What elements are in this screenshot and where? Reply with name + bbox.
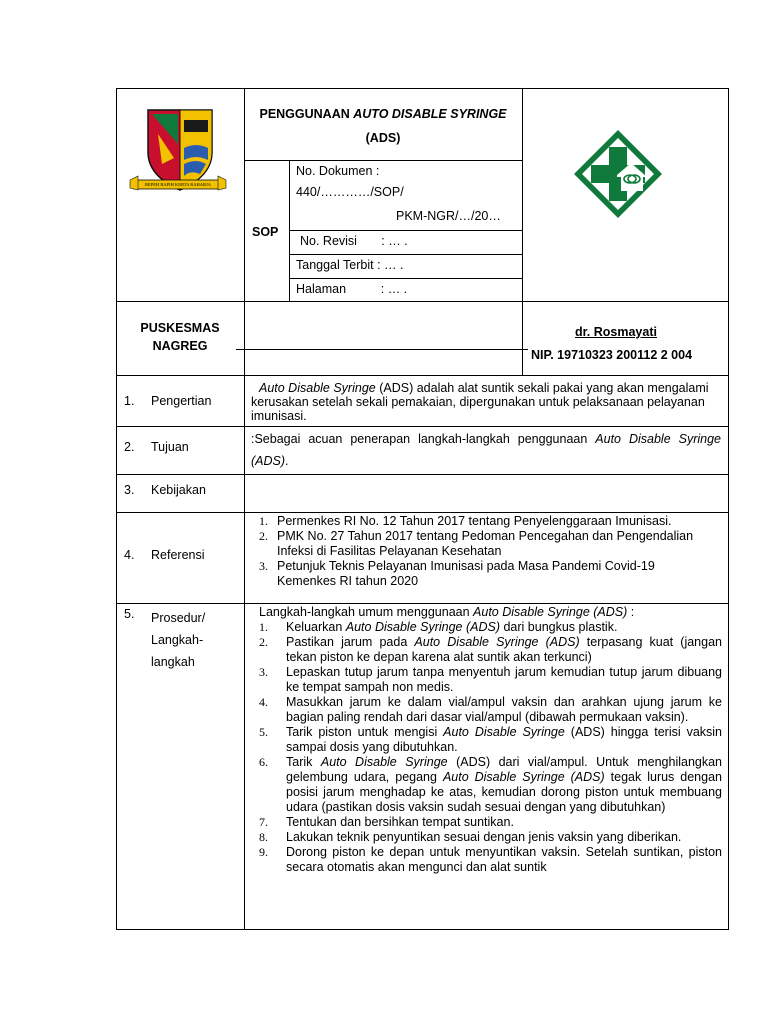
table-border-left bbox=[116, 88, 117, 930]
row-number: 1. bbox=[124, 394, 135, 408]
regency-logo bbox=[128, 104, 228, 198]
pengertian-text: Auto Disable Syringe (ADS) adalah alat suntik sekali pakai yang akan mengalami kerusakan setelah sekali pemakaian, dipergunakan untuk pelaksanaan pelayanan imunisasi. bbox=[251, 381, 709, 423]
dok-number-line1: 440/…………/SOP/ bbox=[296, 185, 404, 199]
table-border-top bbox=[116, 88, 729, 89]
revisi-field: No. Revisi : … . bbox=[300, 234, 408, 248]
row-number: 5. bbox=[124, 607, 135, 621]
institution-name: PUSKESMAS NAGREG bbox=[140, 321, 220, 353]
signature-line bbox=[236, 349, 528, 350]
table-border-right bbox=[728, 88, 729, 930]
table-border-bottom bbox=[116, 929, 729, 930]
row-number: 4. bbox=[124, 548, 135, 562]
row-label: Pengertian bbox=[151, 394, 212, 408]
institution-bottom-line bbox=[116, 375, 729, 376]
list-item: 1. Permenkes RI No. 12 Tahun 2017 tentang Penyelenggaraan Imunisasi. bbox=[259, 514, 672, 528]
row4-bottom-line bbox=[116, 603, 729, 604]
row-label: Kebijakan bbox=[151, 483, 206, 497]
row3-bottom-line bbox=[116, 512, 729, 513]
list-item: 7. Tentukan dan bersihkan tempat suntikan. bbox=[259, 815, 514, 829]
halaman-field: Halaman : … . bbox=[296, 282, 408, 296]
list-item: 8. Lakukan teknik penyuntikan sesuai dengan jenis vaksin yang diberikan. bbox=[259, 830, 682, 844]
tanggal-bottom-line bbox=[289, 278, 523, 279]
dok-number-line2: PKM-NGR/…/20… bbox=[396, 209, 501, 223]
tanggal-field: Tanggal Terbit : … . bbox=[296, 258, 404, 272]
header-bottom-line bbox=[116, 301, 729, 302]
list-item: 4. Masukkan jarum ke dalam vial/ampul vaksin dan arahkan ujung jarum ke bagian paling rendah dari dasar vial/ampul (dibawah permukaan vaksin). bbox=[259, 695, 722, 724]
row-number: 3. bbox=[124, 483, 135, 497]
dok-bottom-line bbox=[289, 230, 523, 231]
row2-bottom-line bbox=[116, 474, 729, 475]
puskesmas-logo bbox=[571, 127, 665, 221]
regency-motto: REPEH RAPIH KERTA RAHARJA bbox=[144, 182, 211, 187]
row1-bottom-line bbox=[116, 426, 729, 427]
list-item: 3. Petunjuk Teknis Pelayanan Imunisasi pada Masa Pandemi Covid-19 Kemenkes RI tahun 2020 bbox=[259, 559, 655, 588]
dok-label: No. Dokumen : bbox=[296, 164, 380, 178]
referensi-list bbox=[259, 514, 699, 589]
row-label: Referensi bbox=[151, 548, 205, 562]
row-number: 2. bbox=[124, 440, 135, 454]
row-label: Prosedur/ Langkah- langkah bbox=[151, 611, 206, 669]
list-item: 9. Dorong piston ke depan untuk menyuntikan vaksin. Setelah suntikan, piston secara otomatis akan mengunci dan alat suntik bbox=[259, 845, 722, 874]
list-item: 1. Keluarkan Auto Disable Syringe (ADS) dari bungkus plastik. bbox=[259, 620, 618, 634]
head-nip: NIP. 19710323 200112 2 004 bbox=[531, 348, 693, 362]
list-item: 6. Tarik Auto Disable Syringe (ADS) dari vial/ampul. Untuk menghilangkan gelembung udara, pegang Auto Disable Syringe (ADS) tegak lurus dengan posisi jarum menghadap ke atas, kemudian dorong piston untuk membuang udara (pastikan dosis vaksin sudah sesuai dengan yang dibutuhkan) bbox=[259, 755, 722, 814]
revisi-bottom-line bbox=[289, 254, 523, 255]
sop-label: SOP bbox=[252, 225, 279, 239]
prosedur-steps bbox=[259, 620, 722, 875]
list-item: 5. Tarik piston untuk mengisi Auto Disable Syringe (ADS) hingga terisi vaksin sampai dosis yang dibutuhkan. bbox=[259, 725, 722, 754]
head-name: dr. Rosmayati bbox=[575, 325, 657, 339]
list-item: 2. PMK No. 27 Tahun 2017 tentang Pedoman Pencegahan dan Pengendalian Infeksi di Fasilitas Pelayanan Kesehatan bbox=[259, 529, 694, 558]
list-item: 2. Pastikan jarum pada Auto Disable Syringe (ADS) terpasang kuat (jangan tekan piston ke depan karena alat suntik akan terkunci) bbox=[259, 635, 722, 664]
prosedur-content bbox=[259, 605, 722, 927]
title-bottom-line bbox=[244, 160, 523, 161]
title-italic: AUTO DISABLE SYRINGE bbox=[353, 107, 507, 121]
list-item: 3. Lepaskan tutup jarum tanpa menyentuh jarum kemudian tutup jarum dibuang ke tempat sampah non medis. bbox=[259, 665, 722, 694]
header-col-divider-2 bbox=[522, 88, 523, 375]
prosedur-intro: Langkah-langkah umum menggunaan Auto Disable Syringe (ADS) : bbox=[259, 605, 635, 619]
row-label: Tujuan bbox=[151, 440, 189, 454]
page-title: PENGGUNAAN AUTO DISABLE SYRINGE (ADS) bbox=[259, 107, 507, 145]
tujuan-text: :Sebagai acuan penerapan langkah-langkah penggunaan Auto Disable Syringe (ADS). bbox=[251, 432, 721, 468]
header-col-divider-1 bbox=[244, 88, 245, 930]
